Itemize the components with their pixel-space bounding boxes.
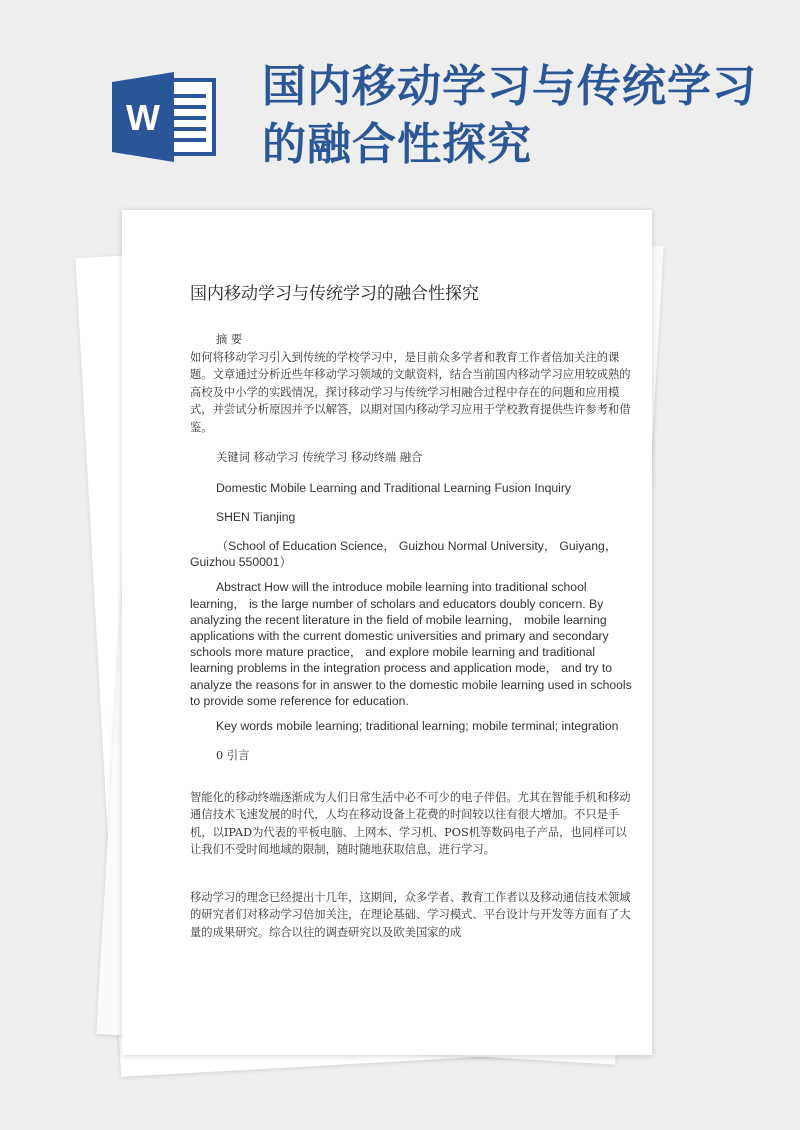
paragraph-2: 移动学习的理念已经提出十几年，这期间，众多学者、教育工作者以及移动通信技术领域的研究者们对移动学习倍加关注，在理论基础、学习模式、平台设计与开发等方面有了大量的成果研究。综合以往的调查研究以及欧美国家的成: [190, 890, 631, 939]
word-logo-icon: [112, 72, 216, 162]
banner-title: 国内移动学习与传统学习的融合性探究: [262, 61, 757, 170]
author-affiliation: （School of Education Science， Guizhou Normal University， Guiyang， Guizhou 550001）: [190, 538, 618, 570]
word-logo-letter: W: [126, 97, 160, 138]
author-name: SHEN Tianjing: [216, 509, 296, 524]
paragraph-1: 智能化的移动终端逐渐成为人们日常生活中必不可少的电子伴侣。尤其在智能手机和移动通信技术飞速发展的时代，人均在移动设备上花费的时间较以往有很大增加。不只是手机，以IPAD为代表的平板电脑、上网本、学习机、POS机等数码电子产品，也同样可以让我们不受时间地域的限制，随时随地获取信息，进行学习。: [190, 790, 631, 857]
abstract-heading: 摘 要: [216, 333, 243, 346]
english-title: Domestic Mobile Learning and Traditional Learning Fusion Inquiry: [216, 480, 571, 495]
document-title: 国内移动学习与传统学习的融合性探究: [190, 284, 479, 304]
keywords-cn: 关键词 移动学习 传统学习 移动终端 融合: [216, 451, 423, 464]
keywords-english: Key words mobile learning; traditional learning; mobile terminal; integration: [216, 718, 619, 733]
section-introduction-heading: 0 引言: [216, 749, 250, 763]
abstract-body: 如何将移动学习引入到传统的学校学习中，是目前众多学者和教育工作者倍加关注的课题。文章通过分析近些年移动学习领域的文献资料，结合当前国内移动学习应用较成熟的高校及中小学的实践情况，探讨移动学习与传统学习相融合过程中存在的问题和应用模式，并尝试分析原因并予以解答，以期对国内移动学习应用于学校教育提供些许参考和借鉴。: [190, 350, 631, 434]
abstract-english: Abstract How will the introduce mobile learning into traditional school learning， is the large number of scholars and educators doubly concern. By analyzing the recent literature in the field of mobile learning， mobile learning applications with the current domestic universities and primary and secondary schools more mature practice， and explore mobile learning and traditional learning problems in the integration process and application mode， and try to analyze the reasons for in answer to the domestic mobile learning used in schools to provide some reference for education.: [190, 580, 632, 708]
document-content: [190, 282, 638, 941]
